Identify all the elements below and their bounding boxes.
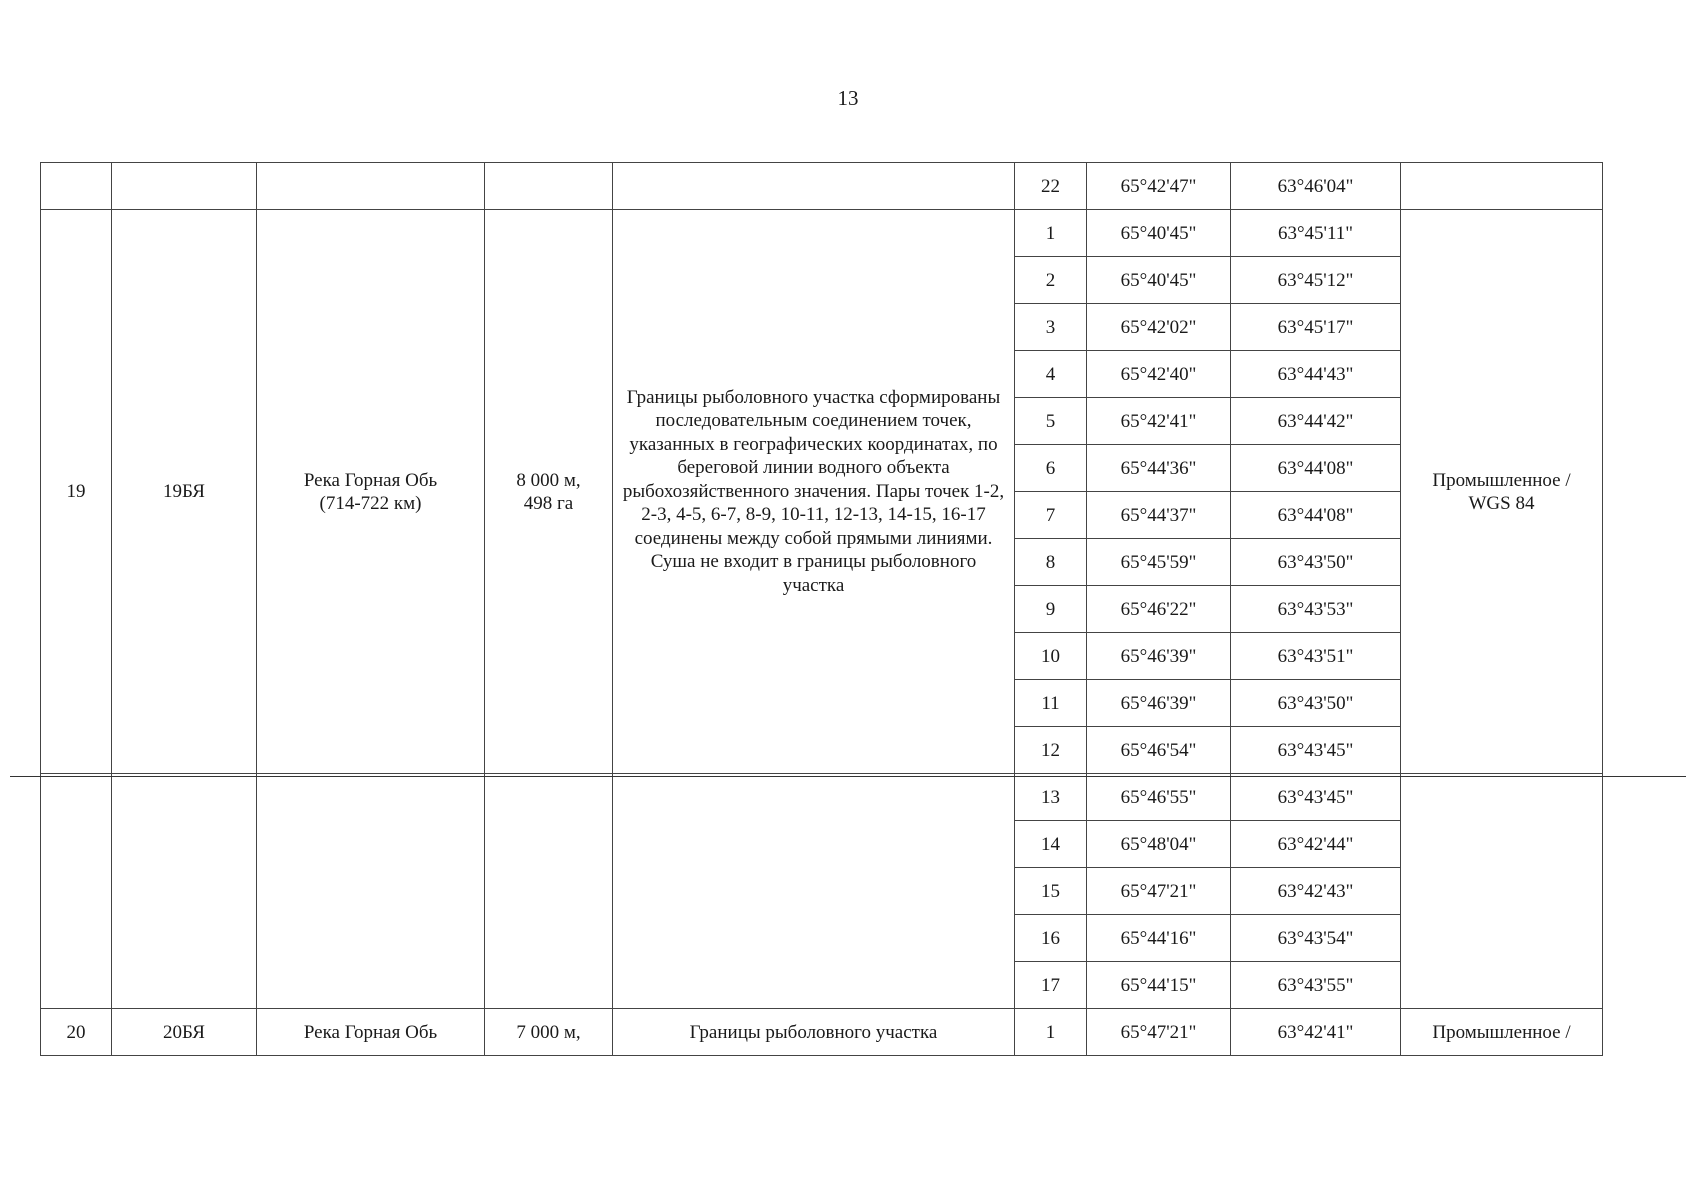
point-longitude: 63°43'54" — [1231, 915, 1401, 962]
point-number: 1 — [1015, 1009, 1087, 1056]
point-latitude: 65°46'39" — [1087, 680, 1231, 727]
point-longitude: 63°42'43" — [1231, 868, 1401, 915]
point-number: 15 — [1015, 868, 1087, 915]
point-longitude: 63°45'17" — [1231, 304, 1401, 351]
boundary-description: Границы рыболовного участка сформированы последовательным соединением точек, указанных в географических координатах, по береговой линии водного объекта рыбохозяйственного значения. Пары точек 1-2, 2-3, 4-5, 6-7, 8-9, 10-11, 12-13, 14-15, 16-17 соединены между собой прямыми линиями. Суша не входит в границы рыболовного участка — [613, 210, 1015, 774]
water-body: Река Горная Обь (714-722 км) — [257, 210, 485, 774]
point-number: 4 — [1015, 351, 1087, 398]
point-latitude: 65°40'45" — [1087, 257, 1231, 304]
point-latitude: 65°44'16" — [1087, 915, 1231, 962]
table-row-20 — [41, 1009, 1603, 1056]
point-longitude: 63°44'08" — [1231, 445, 1401, 492]
cell-purpose — [1401, 774, 1603, 1009]
cell-water-body — [257, 163, 485, 210]
cell-purpose — [1401, 163, 1603, 210]
cell-code — [112, 774, 257, 1009]
point-number: 7 — [1015, 492, 1087, 539]
table-row-19-continued — [41, 774, 1603, 821]
point-latitude: 65°44'36" — [1087, 445, 1231, 492]
point-longitude: 63°43'51" — [1231, 633, 1401, 680]
row-number: 20 — [41, 1009, 112, 1056]
point-number: 2 — [1015, 257, 1087, 304]
point-latitude: 65°46'22" — [1087, 586, 1231, 633]
point-latitude: 65°46'54" — [1087, 727, 1231, 774]
point-longitude: 63°43'50" — [1231, 680, 1401, 727]
point-number: 5 — [1015, 398, 1087, 445]
point-latitude: 65°42'47" — [1087, 163, 1231, 210]
point-latitude: 65°42'40" — [1087, 351, 1231, 398]
point-number: 16 — [1015, 915, 1087, 962]
cell-size — [485, 163, 613, 210]
point-latitude: 65°48'04" — [1087, 821, 1231, 868]
point-latitude: 65°46'39" — [1087, 633, 1231, 680]
point-number: 12 — [1015, 727, 1087, 774]
boundary-description: Границы рыболовного участка — [613, 1009, 1015, 1056]
row-number: 19 — [41, 210, 112, 774]
point-number: 8 — [1015, 539, 1087, 586]
point-number: 22 — [1015, 163, 1087, 210]
point-latitude: 65°42'41" — [1087, 398, 1231, 445]
cell-code — [112, 163, 257, 210]
point-longitude: 63°43'50" — [1231, 539, 1401, 586]
purpose-datum: Промышленное / — [1401, 1009, 1603, 1056]
cell-size — [485, 774, 613, 1009]
area-code: 20БЯ — [112, 1009, 257, 1056]
point-latitude: 65°40'45" — [1087, 210, 1231, 257]
point-latitude: 65°47'21" — [1087, 1009, 1231, 1056]
point-latitude: 65°44'37" — [1087, 492, 1231, 539]
point-number: 9 — [1015, 586, 1087, 633]
point-number: 11 — [1015, 680, 1087, 727]
point-longitude: 63°43'55" — [1231, 962, 1401, 1009]
page-break-divider — [10, 776, 1686, 777]
point-longitude: 63°43'53" — [1231, 586, 1401, 633]
point-longitude: 63°44'42" — [1231, 398, 1401, 445]
cell-num — [41, 163, 112, 210]
point-longitude: 63°45'12" — [1231, 257, 1401, 304]
area-size: 7 000 м, — [485, 1009, 613, 1056]
point-longitude: 63°43'45" — [1231, 774, 1401, 821]
point-latitude: 65°44'15" — [1087, 962, 1231, 1009]
purpose-datum: Промышленное / WGS 84 — [1401, 210, 1603, 774]
point-number: 6 — [1015, 445, 1087, 492]
page-number: 13 — [837, 86, 859, 110]
point-latitude: 65°46'55" — [1087, 774, 1231, 821]
point-longitude: 63°44'43" — [1231, 351, 1401, 398]
table-row-19 — [41, 210, 1603, 257]
point-number: 14 — [1015, 821, 1087, 868]
area-code: 19БЯ — [112, 210, 257, 774]
point-number: 13 — [1015, 774, 1087, 821]
point-number: 10 — [1015, 633, 1087, 680]
cell-water-body — [257, 774, 485, 1009]
point-latitude: 65°47'21" — [1087, 868, 1231, 915]
cell-num — [41, 774, 112, 1009]
point-latitude: 65°42'02" — [1087, 304, 1231, 351]
area-size: 8 000 м, 498 га — [485, 210, 613, 774]
cell-description — [613, 774, 1015, 1009]
point-longitude: 63°42'41" — [1231, 1009, 1401, 1056]
fishing-areas-table — [40, 162, 1603, 1056]
water-body: Река Горная Обь — [257, 1009, 485, 1056]
point-number: 17 — [1015, 962, 1087, 1009]
point-longitude: 63°45'11" — [1231, 210, 1401, 257]
point-longitude: 63°46'04" — [1231, 163, 1401, 210]
point-latitude: 65°45'59" — [1087, 539, 1231, 586]
point-number: 1 — [1015, 210, 1087, 257]
point-number: 3 — [1015, 304, 1087, 351]
table-row-continued — [41, 163, 1603, 210]
point-longitude: 63°42'44" — [1231, 821, 1401, 868]
point-longitude: 63°43'45" — [1231, 727, 1401, 774]
point-longitude: 63°44'08" — [1231, 492, 1401, 539]
cell-description — [613, 163, 1015, 210]
